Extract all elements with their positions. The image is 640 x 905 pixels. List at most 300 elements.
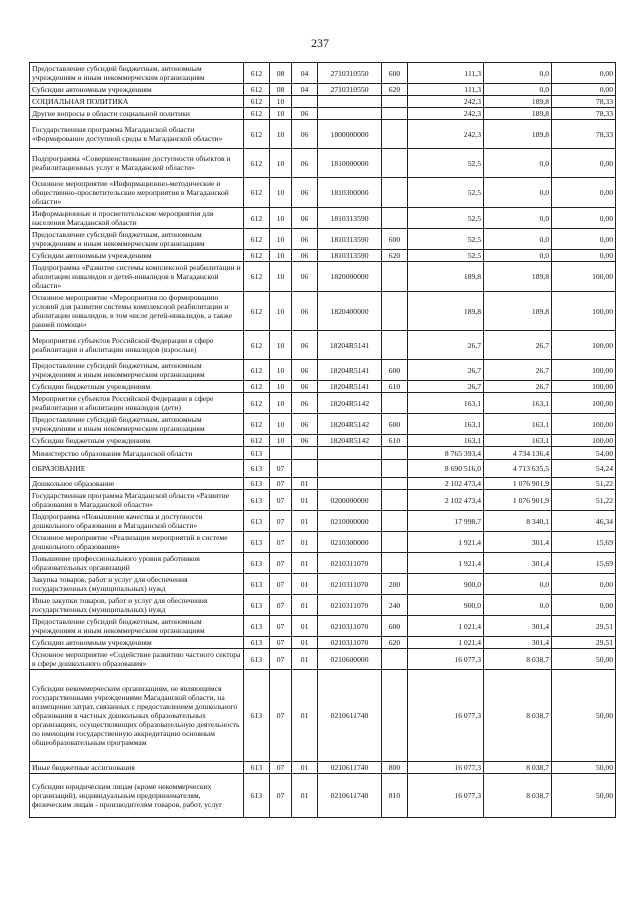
row-pr-cell: 01 <box>292 574 318 595</box>
row-pr-cell: 06 <box>292 331 318 360</box>
row-name-cell: Подпрограмма «Совершенствование доступности объектов и реабилитационных услуг в Магаданской области» <box>30 149 244 178</box>
row-cs-cell: 1810313590 <box>318 250 382 262</box>
row-percent-cell: 100,00 <box>552 414 616 435</box>
row-cs-cell: 0210611740 <box>318 762 382 774</box>
row-pr-cell: 06 <box>292 250 318 262</box>
row-vr-cell: 240 <box>382 595 408 616</box>
row-gr-cell: 613 <box>244 447 270 460</box>
row-cs-cell: 0210300000 <box>318 532 382 553</box>
row-vr-cell: 620 <box>382 637 408 649</box>
row-pr-cell: 06 <box>292 229 318 250</box>
table-row <box>30 178 616 208</box>
row-name-cell: Субсидии юридическим лицам (кроме некоммерческих организаций), индивидуальным предпринимателям, физическим лицам - производителям товаров, работ, услуг <box>30 774 244 818</box>
row-plan-cell: 900,0 <box>408 595 484 616</box>
row-cs-cell: 1810313590 <box>318 229 382 250</box>
row-gr-cell: 612 <box>244 414 270 435</box>
row-vr-cell: 600 <box>382 360 408 381</box>
row-name-cell: Субсидии автономным учреждениям <box>30 84 244 96</box>
row-percent-cell: 51,22 <box>552 478 616 490</box>
row-vr-cell <box>382 490 408 511</box>
table-row <box>30 360 616 381</box>
row-actual-cell: 0,0 <box>484 229 552 250</box>
row-vr-cell <box>382 331 408 360</box>
row-name-cell: Мероприятия субъектов Российской Федерации в сфере реабилитации и абилитации инвалидов (взрослые) <box>30 331 244 360</box>
row-gr-cell: 613 <box>244 595 270 616</box>
row-plan-cell: 242,3 <box>408 120 484 149</box>
row-actual-cell: 1 076 901,9 <box>484 478 552 490</box>
row-rz-cell: 07 <box>270 670 292 762</box>
row-rz-cell: 07 <box>270 490 292 511</box>
row-name-cell: Предоставление субсидий бюджетным, автономным учреждениям и иным некоммерческим организациям <box>30 229 244 250</box>
row-pr-cell: 01 <box>292 762 318 774</box>
row-percent-cell: 0,00 <box>552 574 616 595</box>
row-cs-cell <box>318 460 382 478</box>
row-percent-cell: 0,00 <box>552 84 616 96</box>
row-rz-cell: 10 <box>270 292 292 331</box>
row-actual-cell: 189,8 <box>484 96 552 108</box>
row-pr-cell <box>292 447 318 460</box>
row-actual-cell: 8 038,7 <box>484 762 552 774</box>
row-gr-cell: 612 <box>244 435 270 447</box>
row-name-cell: Основное мероприятие «Информационно-методические и общественно-просветительские мероприятия в Магаданской области» <box>30 178 244 208</box>
row-rz-cell: 07 <box>270 574 292 595</box>
row-rz-cell: 10 <box>270 149 292 178</box>
row-percent-cell: 54,24 <box>552 460 616 478</box>
row-percent-cell: 0,00 <box>552 63 616 84</box>
row-plan-cell: 1 021,4 <box>408 616 484 637</box>
row-name-cell: Другие вопросы в области социальной политики <box>30 108 244 120</box>
row-pr-cell: 04 <box>292 84 318 96</box>
row-actual-cell: 189,8 <box>484 120 552 149</box>
row-name-cell: Информационные и просветительские мероприятия для населения Магаданской области <box>30 208 244 229</box>
row-pr-cell: 01 <box>292 553 318 574</box>
row-plan-cell: 52,5 <box>408 250 484 262</box>
row-actual-cell: 189,8 <box>484 292 552 331</box>
row-name-cell: Основное мероприятие «Реализация мероприятий в системе дошкольного образования» <box>30 532 244 553</box>
row-actual-cell: 4 713 635,5 <box>484 460 552 478</box>
table-row <box>30 229 616 250</box>
row-gr-cell: 613 <box>244 762 270 774</box>
row-vr-cell <box>382 120 408 149</box>
row-cs-cell: 0210611740 <box>318 774 382 818</box>
row-percent-cell: 46,34 <box>552 511 616 532</box>
row-percent-cell: 78,33 <box>552 96 616 108</box>
row-plan-cell: 52,5 <box>408 149 484 178</box>
table-row <box>30 208 616 229</box>
row-vr-cell: 800 <box>382 762 408 774</box>
row-vr-cell: 810 <box>382 774 408 818</box>
row-gr-cell: 612 <box>244 229 270 250</box>
row-percent-cell: 100,00 <box>552 435 616 447</box>
row-vr-cell <box>382 460 408 478</box>
row-name-cell: Закупка товаров, работ и услуг для обеспечения государственных (муниципальных) нужд <box>30 574 244 595</box>
row-percent-cell: 50,00 <box>552 774 616 818</box>
row-cs-cell: 1810300000 <box>318 178 382 208</box>
row-actual-cell: 163,1 <box>484 435 552 447</box>
row-name-cell: Предоставление субсидий бюджетным, автономным учреждениям и иным некоммерческим организациям <box>30 360 244 381</box>
row-rz-cell: 10 <box>270 393 292 414</box>
row-gr-cell: 613 <box>244 460 270 478</box>
table-row <box>30 553 616 574</box>
row-plan-cell: 2 102 473,4 <box>408 478 484 490</box>
row-rz-cell: 08 <box>270 84 292 96</box>
table-row <box>30 414 616 435</box>
row-gr-cell: 613 <box>244 616 270 637</box>
row-percent-cell: 0,00 <box>552 149 616 178</box>
row-pr-cell: 01 <box>292 511 318 532</box>
row-gr-cell: 612 <box>244 381 270 393</box>
row-vr-cell: 610 <box>382 381 408 393</box>
row-gr-cell: 612 <box>244 108 270 120</box>
row-actual-cell: 0,0 <box>484 250 552 262</box>
row-gr-cell: 612 <box>244 208 270 229</box>
row-percent-cell: 0,00 <box>552 250 616 262</box>
row-actual-cell: 8 340,1 <box>484 511 552 532</box>
table-row <box>30 331 616 360</box>
row-percent-cell: 15,69 <box>552 553 616 574</box>
row-gr-cell: 612 <box>244 96 270 108</box>
row-vr-cell <box>382 149 408 178</box>
row-cs-cell: 2710310550 <box>318 63 382 84</box>
row-plan-cell: 900,0 <box>408 574 484 595</box>
row-gr-cell: 612 <box>244 63 270 84</box>
row-rz-cell: 07 <box>270 553 292 574</box>
row-rz-cell: 10 <box>270 435 292 447</box>
row-actual-cell: 26,7 <box>484 381 552 393</box>
row-plan-cell: 16 077,3 <box>408 670 484 762</box>
row-cs-cell: 18204R5142 <box>318 435 382 447</box>
row-cs-cell: 18204R5141 <box>318 360 382 381</box>
row-pr-cell: 06 <box>292 208 318 229</box>
row-gr-cell: 613 <box>244 574 270 595</box>
row-gr-cell: 612 <box>244 250 270 262</box>
row-vr-cell: 200 <box>382 574 408 595</box>
row-vr-cell: 600 <box>382 414 408 435</box>
row-plan-cell: 8 690 516,0 <box>408 460 484 478</box>
row-percent-cell: 29,51 <box>552 637 616 649</box>
row-vr-cell <box>382 511 408 532</box>
row-actual-cell: 163,1 <box>484 414 552 435</box>
row-cs-cell: 0210311070 <box>318 595 382 616</box>
table-row <box>30 96 616 108</box>
row-plan-cell: 111,3 <box>408 84 484 96</box>
row-gr-cell: 613 <box>244 774 270 818</box>
row-gr-cell: 613 <box>244 478 270 490</box>
row-percent-cell: 0,00 <box>552 229 616 250</box>
row-percent-cell: 100,00 <box>552 262 616 292</box>
row-cs-cell <box>318 447 382 460</box>
row-vr-cell <box>382 96 408 108</box>
table-row <box>30 447 616 460</box>
row-percent-cell: 100,00 <box>552 381 616 393</box>
row-gr-cell: 612 <box>244 120 270 149</box>
row-gr-cell: 612 <box>244 292 270 331</box>
table-row <box>30 460 616 478</box>
row-actual-cell: 0,0 <box>484 63 552 84</box>
row-rz-cell: 10 <box>270 360 292 381</box>
row-rz-cell: 10 <box>270 120 292 149</box>
row-pr-cell <box>292 96 318 108</box>
row-gr-cell: 613 <box>244 649 270 670</box>
row-vr-cell <box>382 108 408 120</box>
row-pr-cell: 06 <box>292 414 318 435</box>
row-percent-cell: 0,00 <box>552 178 616 208</box>
row-vr-cell <box>382 178 408 208</box>
row-rz-cell: 07 <box>270 478 292 490</box>
row-percent-cell: 0,00 <box>552 595 616 616</box>
row-actual-cell: 301,4 <box>484 637 552 649</box>
row-pr-cell: 06 <box>292 360 318 381</box>
table-row <box>30 478 616 490</box>
row-vr-cell <box>382 262 408 292</box>
row-pr-cell: 01 <box>292 532 318 553</box>
row-percent-cell: 15,69 <box>552 532 616 553</box>
row-gr-cell: 612 <box>244 262 270 292</box>
row-cs-cell: 1810313590 <box>318 208 382 229</box>
row-gr-cell: 613 <box>244 490 270 511</box>
table-row <box>30 490 616 511</box>
row-plan-cell: 16 077,3 <box>408 649 484 670</box>
row-percent-cell: 54,00 <box>552 447 616 460</box>
table-row <box>30 120 616 149</box>
row-vr-cell <box>382 532 408 553</box>
row-plan-cell: 26,7 <box>408 331 484 360</box>
row-cs-cell: 18204R5142 <box>318 414 382 435</box>
row-rz-cell: 10 <box>270 208 292 229</box>
row-vr-cell: 620 <box>382 84 408 96</box>
row-name-cell: Субсидии бюджетным учреждениям <box>30 381 244 393</box>
table-row <box>30 616 616 637</box>
row-vr-cell <box>382 393 408 414</box>
row-gr-cell: 613 <box>244 511 270 532</box>
row-percent-cell: 0,00 <box>552 208 616 229</box>
row-rz-cell: 10 <box>270 381 292 393</box>
row-plan-cell: 17 998,7 <box>408 511 484 532</box>
row-actual-cell: 301,4 <box>484 553 552 574</box>
row-plan-cell: 52,5 <box>408 178 484 208</box>
table-row <box>30 84 616 96</box>
row-cs-cell: 0210600000 <box>318 649 382 670</box>
row-percent-cell: 100,00 <box>552 360 616 381</box>
row-plan-cell: 8 765 393,4 <box>408 447 484 460</box>
row-gr-cell: 613 <box>244 637 270 649</box>
row-name-cell: СОЦИАЛЬНАЯ ПОЛИТИКА <box>30 96 244 108</box>
row-plan-cell: 163,1 <box>408 414 484 435</box>
row-plan-cell: 189,8 <box>408 292 484 331</box>
row-cs-cell <box>318 108 382 120</box>
row-name-cell: Иные бюджетные ассигнования <box>30 762 244 774</box>
row-actual-cell: 163,1 <box>484 393 552 414</box>
row-cs-cell: 0210611740 <box>318 670 382 762</box>
row-cs-cell: 0210311070 <box>318 616 382 637</box>
row-gr-cell: 612 <box>244 149 270 178</box>
row-vr-cell <box>382 649 408 670</box>
row-plan-cell: 26,7 <box>408 381 484 393</box>
row-pr-cell: 01 <box>292 637 318 649</box>
row-rz-cell: 07 <box>270 616 292 637</box>
row-vr-cell <box>382 292 408 331</box>
row-plan-cell: 52,5 <box>408 229 484 250</box>
row-rz-cell: 08 <box>270 63 292 84</box>
row-vr-cell: 600 <box>382 229 408 250</box>
row-cs-cell: 1800000000 <box>318 120 382 149</box>
row-rz-cell: 10 <box>270 178 292 208</box>
table-row <box>30 774 616 818</box>
row-percent-cell: 100,00 <box>552 331 616 360</box>
row-vr-cell: 600 <box>382 63 408 84</box>
row-rz-cell: 07 <box>270 774 292 818</box>
table-row <box>30 670 616 762</box>
row-rz-cell: 10 <box>270 229 292 250</box>
row-actual-cell: 301,4 <box>484 616 552 637</box>
row-cs-cell: 18204R5142 <box>318 393 382 414</box>
row-pr-cell: 06 <box>292 393 318 414</box>
row-rz-cell: 10 <box>270 414 292 435</box>
page-number: 237 <box>311 36 329 50</box>
row-actual-cell: 8 038,7 <box>484 649 552 670</box>
row-rz-cell: 10 <box>270 250 292 262</box>
row-rz-cell: 10 <box>270 331 292 360</box>
row-actual-cell: 4 734 136,4 <box>484 447 552 460</box>
row-vr-cell: 620 <box>382 250 408 262</box>
table-row <box>30 393 616 414</box>
row-pr-cell: 04 <box>292 63 318 84</box>
row-name-cell: Министерство образования Магаданской области <box>30 447 244 460</box>
row-plan-cell: 1 021,4 <box>408 637 484 649</box>
row-cs-cell: 0210000000 <box>318 511 382 532</box>
row-rz-cell: 10 <box>270 96 292 108</box>
row-gr-cell: 612 <box>244 393 270 414</box>
row-name-cell: Государственная программа Магаданской области «Формирование доступной среды в Магаданской области» <box>30 120 244 149</box>
row-rz-cell: 10 <box>270 108 292 120</box>
row-actual-cell: 189,8 <box>484 262 552 292</box>
row-name-cell: Субсидии автономным учреждениям <box>30 250 244 262</box>
row-gr-cell: 612 <box>244 178 270 208</box>
budget-table-body <box>30 63 616 818</box>
row-rz-cell: 07 <box>270 595 292 616</box>
row-pr-cell: 06 <box>292 262 318 292</box>
table-row <box>30 595 616 616</box>
row-cs-cell: 2710310550 <box>318 84 382 96</box>
row-name-cell: Субсидии автономным учреждениям <box>30 637 244 649</box>
row-plan-cell: 111,3 <box>408 63 484 84</box>
row-name-cell: Основное мероприятие «Мероприятия по формированию условий для развития системы комплексной реабилитации и абилитации инвалидов, в том числе детей-инвалидов, а также ранней помощи» <box>30 292 244 331</box>
row-actual-cell: 0,0 <box>484 84 552 96</box>
row-name-cell: Подпрограмма «Развитие системы комплексной реабилитации и абилитации инвалидов и детей-инвалидов в Магаданской области» <box>30 262 244 292</box>
row-gr-cell: 613 <box>244 553 270 574</box>
row-gr-cell: 612 <box>244 84 270 96</box>
table-row <box>30 262 616 292</box>
row-actual-cell: 26,7 <box>484 360 552 381</box>
row-plan-cell: 1 921,4 <box>408 532 484 553</box>
row-cs-cell: 0210311070 <box>318 637 382 649</box>
row-plan-cell: 1 921,4 <box>408 553 484 574</box>
row-percent-cell: 50,00 <box>552 762 616 774</box>
row-pr-cell: 06 <box>292 381 318 393</box>
row-actual-cell: 0,0 <box>484 178 552 208</box>
row-name-cell: Субсидии бюджетным учреждениям <box>30 435 244 447</box>
row-pr-cell: 01 <box>292 595 318 616</box>
row-pr-cell: 06 <box>292 149 318 178</box>
row-plan-cell: 242,3 <box>408 108 484 120</box>
row-cs-cell <box>318 478 382 490</box>
row-vr-cell <box>382 208 408 229</box>
row-plan-cell: 2 102 473,4 <box>408 490 484 511</box>
row-percent-cell: 50,00 <box>552 649 616 670</box>
table-row <box>30 108 616 120</box>
row-pr-cell: 01 <box>292 616 318 637</box>
row-actual-cell: 301,4 <box>484 532 552 553</box>
table-row <box>30 250 616 262</box>
row-cs-cell: 0200000000 <box>318 490 382 511</box>
row-plan-cell: 52,5 <box>408 208 484 229</box>
row-cs-cell: 1810000000 <box>318 149 382 178</box>
table-row <box>30 292 616 331</box>
row-actual-cell: 26,7 <box>484 331 552 360</box>
row-cs-cell: 1820000000 <box>318 262 382 292</box>
row-name-cell: Подпрограмма «Повышение качества и доступности дошкольного образования в Магаданской области» <box>30 511 244 532</box>
row-pr-cell: 01 <box>292 478 318 490</box>
row-vr-cell <box>382 553 408 574</box>
row-vr-cell: 600 <box>382 616 408 637</box>
table-row <box>30 149 616 178</box>
row-percent-cell: 50,00 <box>552 670 616 762</box>
row-pr-cell: 06 <box>292 435 318 447</box>
row-rz-cell: 07 <box>270 762 292 774</box>
row-actual-cell: 0,0 <box>484 574 552 595</box>
row-name-cell: Предоставление субсидий бюджетным, автономным учреждениям и иным некоммерческим организациям <box>30 616 244 637</box>
row-rz-cell: 10 <box>270 262 292 292</box>
row-actual-cell: 0,0 <box>484 595 552 616</box>
row-gr-cell: 613 <box>244 532 270 553</box>
row-actual-cell: 189,8 <box>484 108 552 120</box>
row-vr-cell: 610 <box>382 435 408 447</box>
row-plan-cell: 163,1 <box>408 393 484 414</box>
row-rz-cell: 07 <box>270 532 292 553</box>
row-vr-cell <box>382 447 408 460</box>
table-row <box>30 762 616 774</box>
row-actual-cell: 0,0 <box>484 208 552 229</box>
row-rz-cell: 07 <box>270 511 292 532</box>
table-row <box>30 532 616 553</box>
row-name-cell: Повышение профессионального уровня работников образовательных организаций <box>30 553 244 574</box>
row-rz-cell: 07 <box>270 637 292 649</box>
row-name-cell: Государственная программа Магаданской области «Развитие образования в Магаданской области» <box>30 490 244 511</box>
row-cs-cell: 18204R5141 <box>318 381 382 393</box>
row-actual-cell: 8 038,7 <box>484 774 552 818</box>
row-cs-cell: 0210311070 <box>318 553 382 574</box>
row-name-cell: Предоставление субсидий бюджетным, автономным учреждениям и иным некоммерческим организациям <box>30 63 244 84</box>
row-percent-cell: 100,00 <box>552 393 616 414</box>
row-pr-cell <box>292 460 318 478</box>
row-vr-cell <box>382 670 408 762</box>
row-name-cell: Мероприятия субъектов Российской Федерации в сфере реабилитации и абилитации инвалидов (дети) <box>30 393 244 414</box>
row-plan-cell: 163,1 <box>408 435 484 447</box>
row-plan-cell: 189,8 <box>408 262 484 292</box>
row-name-cell: Иные закупки товаров, работ и услуг для обеспечения государственных (муниципальных) нужд <box>30 595 244 616</box>
row-plan-cell: 26,7 <box>408 360 484 381</box>
row-rz-cell: 07 <box>270 460 292 478</box>
row-actual-cell: 1 076 901,9 <box>484 490 552 511</box>
row-name-cell: ОБРАЗОВАНИЕ <box>30 460 244 478</box>
table-row <box>30 511 616 532</box>
row-percent-cell: 29,51 <box>552 616 616 637</box>
row-rz-cell <box>270 447 292 460</box>
row-pr-cell: 01 <box>292 774 318 818</box>
table-row <box>30 574 616 595</box>
table-row <box>30 435 616 447</box>
row-name-cell: Основное мероприятие «Содействие развитию частного сектора в сфере дошкольного образования» <box>30 649 244 670</box>
